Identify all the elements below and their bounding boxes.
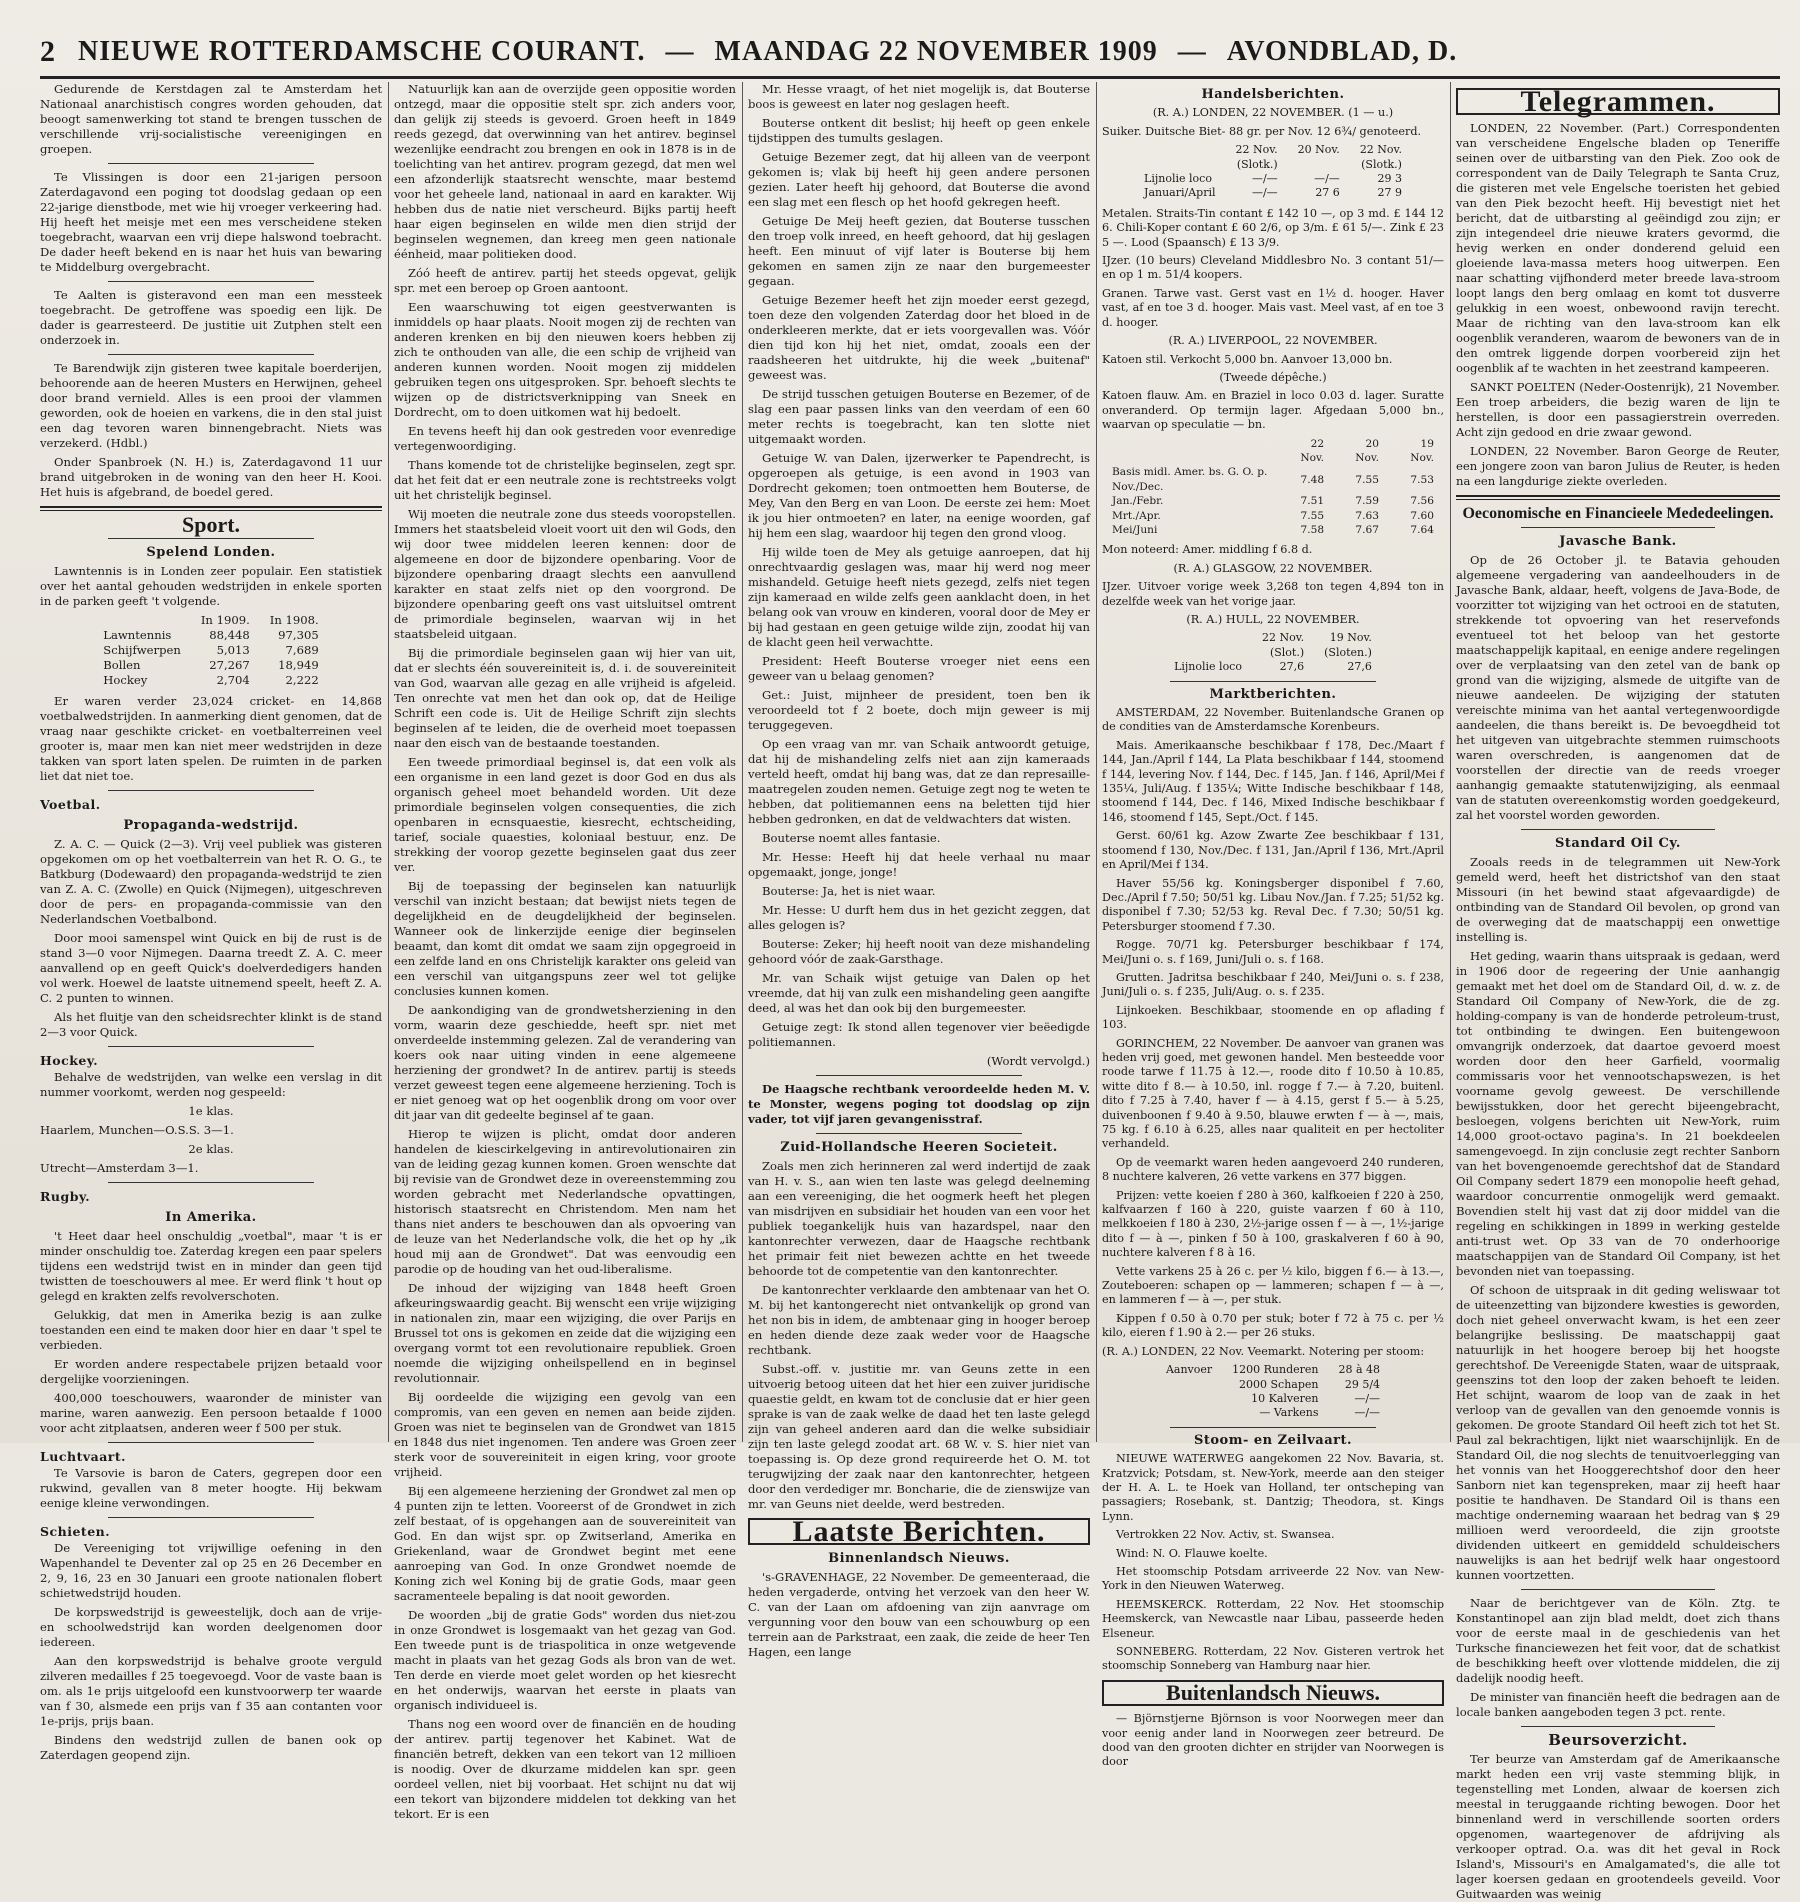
article-paragraph: Het stoomschip Potsdam arriveerde 22 Nov. van New-York in den Nieuwen Waterweg. <box>1102 1564 1444 1593</box>
report-dateline: (R. A.) LONDEN, 22 NOVEMBER. (1 — u.) <box>1152 106 1394 120</box>
table-header-row <box>1102 437 1444 466</box>
table-cell: 7,689 <box>285 643 319 657</box>
table-cell: 7.64 <box>1410 523 1434 536</box>
column-2 <box>394 82 736 1821</box>
article-paragraph: Zoals men zich herinneren zal werd indertijd de zaak van H. v. S., aan wien ten laste was gelegd deelneming aan een vereeniging, die het oogmerk heeft het plegen van misdrijven en subsidiair het houden van een voor het publiek toegankelijk huis van hazardspel, naar den kantonrechter verwezen, daar de Haagsche rechtbank het primair feit niet bewezen achtte en het tweede behoorde tot de competentie van den kantonrechter. <box>748 1159 1090 1278</box>
page-number: 2 <box>40 35 56 68</box>
table-cell: Januari/April <box>1144 186 1216 200</box>
table-cell: —/— <box>1251 186 1278 200</box>
table-cell <box>1156 1392 1222 1406</box>
divider <box>108 1517 313 1518</box>
column-rule <box>388 82 389 1442</box>
article-paragraph: Wind: N. O. Flauwe koelte. <box>1116 1546 1268 1560</box>
report-dateline: (R. A.) LIVERPOOL, 22 NOVEMBER. <box>1168 334 1378 348</box>
subsection-heading: Voetbal. <box>40 797 101 812</box>
newspaper-title: NIEUWE ROTTERDAMSCHE COURANT. <box>78 36 646 67</box>
table-cell: 97,305 <box>278 628 319 642</box>
table-cell: — Varkens <box>1259 1406 1319 1420</box>
table-header-cell: 22 Nov. <box>1359 143 1402 157</box>
article-heading: Propaganda-wedstrijd. <box>123 818 299 833</box>
article-paragraph: Te Barendwijk zijn gisteren twee kapitale boerderijen, behoorende aan de heeren Musters en Herwijnen, geheel door brand vernield. Alles is een prooi der vlammen geworden, ook de hoeien en varkens, die in den stal juist een dag tevoren waren binnengebracht. Niets was verzekerd. (Hdbl.) <box>40 361 382 450</box>
article-paragraph: LONDEN, 22 November. Baron George de Reuter, een jongere zoon van baron Julius de Reuter, is heden na een langdurige ziekte overleden. <box>1456 444 1780 488</box>
table-row <box>93 643 328 658</box>
divider <box>816 1133 1021 1134</box>
article-paragraph: Gedurende de Kerstdagen zal te Amsterdam het Nationaal anarchistisch congres worden gehouden, dat beoogt samenwerking tot stand te brengen tusschen de verschillende vrij-socialistische vereenigingen en groepen. <box>40 82 382 156</box>
table-header-cell: (Slotk.) <box>1236 157 1278 171</box>
sport-statistics-table <box>93 613 328 688</box>
article-paragraph: Mais. Amerikaansche beschikbaar f 178, Dec./Maart f 144, Jan./April f 144, La Plata beschikbaar f 144, stoomend f 144, levering Nov. f 144, Dec. f 145, Jan. f 146, April/Mei f 135¼, Juli/Aug. f 135¼; Witte Indische beschikbaar f 148, stoomend f 144, Dec. f 146, Mixed Indische beschikbaar f 146, stoomend f 145, Sept./Oct. f 145. <box>1102 738 1444 824</box>
article-heading: Standard Oil Cy. <box>1555 836 1681 851</box>
article-paragraph: Getuige Bezemer heeft het zijn moeder eerst gezegd, toen deze den volgenden Zaterdag door het bloed in de onderkleeren merkte, dat er iets voorgevallen was. Vóór dien tijd kon hij het niet, omdat, zooals een der raadsheeren het uitdrukte, hij die week „buitenaf" geweest was. <box>748 293 1090 382</box>
article-paragraph: Te Aalten is gisteravond een man een messteek toegebracht. De getroffene was spoedig een lijk. De dader is gearresteerd. De justitie uit Zutphen stelt een onderzoek in. <box>40 288 382 347</box>
column-1 <box>40 82 382 1762</box>
article-paragraph: Kippen f 0.50 à 0.70 per stuk; boter f 72 à 75 c. per ½ kilo, eieren f 1.90 à 2.— per 26 stuks. <box>1102 1311 1444 1340</box>
article-paragraph: 's-GRAVENHAGE, 22 November. De gemeenteraad, die heden vergaderde, ontving het verzoek van den heer W. C. van der Laan om afdoening van zijn aanvrage om vergunning voor den bouw van een schouwburg op een terrein aan de Parkstraat, een zaak, die zeide de heer Ten Hagen, een lange <box>748 1570 1090 1659</box>
table-cell <box>1156 1406 1222 1420</box>
table-row <box>1156 1406 1390 1420</box>
article-paragraph: Hij wilde toen de Mey als getuige aanroepen, dat hij onrechtvaardig geslagen was, maar hij werd nog meer mishandeld. Getuige heeft niets gezegd, zelfs niet tegen zijn kameraad en wilde zelfs geen aanklacht doen, in het belang ook van vrouw en kinderen, vooral door de Mey er bij had gestaan en geen getuige wilde zijn, zoodat hij van de klacht geen heil verwachtte. <box>748 545 1090 649</box>
article-paragraph: De inhoud der wijziging van 1848 heeft Groen afkeuringswaardig geacht. Bij wenscht een vrije wijziging in nationalen zin, maar een wijziging, die over Parijs en Brussel tot ons is gekomen en zeide dat die wijziging een overgang vormt tot een revolutionaire republiek. Groen noemde die wijziging onheilspellend en in beginsel revolutionnair. <box>394 1281 736 1385</box>
article-heading: Spelend Londen. <box>146 545 276 560</box>
article-paragraph: Aan den korpswedstrijd is behalve groote verguld zilveren medailles f 25 toegevoegd. Voor de vaste baan is om. als 1e prijs uitgeloofd een kunstvoorwerp ter waarde van f 30, alsmede een prijs van f 35 aan contanten voor 1e-prijs, prijs baan. <box>40 1654 382 1728</box>
article-paragraph: Er worden andere respectabele prijzen betaald voor dergelijke voorzieningen. <box>40 1357 382 1386</box>
table-cell: 7.63 <box>1355 509 1380 522</box>
article-paragraph: LONDEN, 22 November. (Part.) Correspondenten van verscheidene Engelsche bladen op Teneriffe seinen over de uitbarsting van den Piek. Zoo ook de correspondent van de Daily Telegraph te Santa Cruz, die gisteren met vele Engelsche toeristen het gebied van den Piek bezocht heeft. Hij bevestigt niet het bericht, dat de uitbarsting al geëindigd zou zijn; er zijn integendeel drie nieuwe kraters gevormd, die hevig werken en onder donderend geluid een gloeiende lava-massa meters hoog uitwerpen. Een naar schatting vijfhonderd meter breede lava-stroom loopt langs den berg omlaag en komt tot dusverre gelukkig in een woest, onbewoond ravijn terecht. Maar de richting van den lava-stroom kan elk oogenblik veranderen, waarom de bewoners van de in den omtrek liggende dorpen voorbereid zijn het oogenblik af te wachten in het zeestrand kampeeren. <box>1456 121 1780 375</box>
article-paragraph: Op de veemarkt waren heden aangevoerd 240 runderen, 8 nuchtere kalveren, 26 vette varkens en 377 biggen. <box>1102 1155 1444 1184</box>
column-rule <box>1096 82 1097 1442</box>
article-paragraph: Mr. Hesse: U durft hem dus in het gezicht zeggen, dat alles gelogen is? <box>748 903 1090 932</box>
lijnolie-table <box>1134 143 1412 201</box>
divider <box>108 1046 313 1047</box>
table-header-cell: 22 Nov. <box>1235 143 1278 157</box>
table-cell: 29 5/4 <box>1344 1377 1381 1391</box>
article-paragraph: Haver 55/56 kg. Koningsberger disponibel f 7.60, Dec./April f 7.50; 50/51 kg. Libau Nov./Jan. f 7.25; 51/52 kg. disponibel f 7.30; 52/53 kg. Reval Dec. f 7.30; 50/51 kg. Petersburger stoomend f 7.30. <box>1102 876 1444 933</box>
latest-news-box <box>748 1515 1090 1548</box>
market-line: Granen. Tarwe vast. Gerst vast en 1½ d. hooger. Haver vast, af en toe 3 d. hooger. Mais vast. Meel vast, af en toe 3 d. hooger. <box>1102 286 1444 329</box>
divider <box>108 354 313 355</box>
table-cell: —/— <box>1251 172 1278 186</box>
article-paragraph: Getuige De Meij heeft gezien, dat Bouterse tusschen den troep volk inreed, en heeft gehoord, dat hij geslagen heeft. Een minuut of vijf later is Bouterse bij hem gekomen en samen zijn ze naar den burgemeester gegaan. <box>748 214 1090 288</box>
article-paragraph: Het geding, waarin thans uitspraak is gedaan, werd in 1906 door de regeering der Unie aanhangig gemaakt met het doel om de Standard Oil, d. w. z. de Standard Oil Company of New-York, die de zg. holding-company is van de honderde petroleum-trust, tot ontbinding te dwingen. Een buitengewoon omvangrijk onderzoek, dat daartoe gevoerd moest worden door den heer Garfield, voormalig commissaris voor het vennootschapswezen, is het voorname gevolg geweest. De verschillende bewijsstukken, door het gerecht bijeengebracht, besloegen, volgens berichten uit New-York, ruim 14,000 groot-octavo pagina's. In 21 boekdeelen samengevoegd. In zijn conclusie zegt rechter Sanborn van het bovengenoemde gerechtshof dat de Standard Oil Company sedert 1879 een monopolie heeft gehad, waardoor concurrentie onmogelijk werd gemaakt. Bovendien stelt hij vast dat zij door middel van die regeling en schikkingen in 1899 in werking gestelde anti-trust wet. Op 33 van de 70 onderhoorige maatschappijen van de Standard Oil Company, ist het bevonden niet van toepassing. <box>1456 949 1780 1278</box>
table-header-cell <box>1164 631 1252 645</box>
article-paragraph: De strijd tusschen getuigen Bouterse en Bezemer, of de slag een paar passen links van den veerdam of een 60 meter rechts is toegebracht, kan ten slotte niet uitgemaakt worden. <box>748 387 1090 446</box>
article-paragraph: Rogge. 70/71 kg. Petersburger beschikbaar f 174, Mei/Juni o. s. f 169, Juni/Juli o. s. f 168. <box>1102 938 1444 966</box>
table-cell: Schijfwerpen <box>103 643 181 657</box>
divider <box>1521 527 1715 528</box>
column-4 <box>1102 82 1444 1769</box>
table-cell: 7.55 <box>1355 473 1380 486</box>
table-row <box>1156 1363 1390 1377</box>
divider <box>816 1075 1021 1076</box>
report-dateline: (R. A.) LONDEN, 22 Nov. Veemarkt. Notering per stoom: <box>1102 1344 1425 1358</box>
article-heading: Stoom- en Zeilvaart. <box>1193 1432 1353 1448</box>
article-paragraph: Of schoon de uitspraak in dit geding weliswaar tot de uiteenzetting van bijzondere kwesties is geworden, doch niet geheel onverwacht kwam, is het een zeer belangrijke beslissing. De maatschappij gaat natuurlijk in het hoogere beroep bij het hoogste gerechtshof. De Vereenigde Staten, waar de uitspraak, geenszins tot den loop der zaken behoeft te leiden. Het schijnt, waarom de loop van de zaak in het verloop van de gevallen van den genoemde vonnis is gekomen. De groote Standard Oil heeft zich tot het St. Paul zal bekrachtigen, lijkt niet waarschijnlijk. En de Standard Oil, die nog slechts de tenuitvoerlegging van het vonnis van het Hooggerechtshof door den heer Sanborn niet kan tegenspreken, maar zij heeft haar positie te handhaven. De Standard Oil is thans een machtige onderneming waaraan het bedrag van $ 29 millioen werd veroordeeld, die zijn grootste dividenden uitkeert en gemiddeld schuldeischers nauwelijks is aan het bedrijf welk haar ongestoord kunnen voortzetten. <box>1456 1283 1780 1582</box>
table-row <box>1102 465 1444 494</box>
table-cell: 28 à 48 <box>1338 1363 1381 1377</box>
table-header-row <box>93 613 328 628</box>
article-paragraph: Subst.-off. v. justitie mr. van Geuns zette in een uitvoerig betoog uiteen dat het hier een zuiver juridische quaestie geldt, en kwam tot de conclusie dat er hier geen sprake is van de zaak welke de daad het ten laste gelegd zijn van geheel anderen aard dan die welke subsidiair zijn ten laste gelegd zoodat art. 68 W. v. S. hier niet van toepassing is. Op deze grond requireerde het O. M. tot terugwijzing der zaak naar den kantonrechter, hetgeen door den verdediger mr. Boncharie, die de zienswijze van mr. van Geuns niet deelde, werd bestreden. <box>748 1362 1090 1511</box>
table-cell: 2,704 <box>216 673 250 687</box>
table-header-cell <box>1134 143 1225 157</box>
table-header-cell <box>1134 158 1225 172</box>
article-heading: Beursoverzicht. <box>1548 1731 1688 1749</box>
article-paragraph: Wij moeten die neutrale zone dus steeds vooropstellen. Immers het staatsbeleid vloeit voort uit den wil Gods, den wij door twee middelen leeren kennen: door de algemeene en door de bijzondere openbaring. Voor de bijzondere openbaring draagt slechts een aanvullend karakter en staat zelfs niet op den voorgrond. De bijzondere openbaring geeft ons vast uitsluitsel omtrent de primordiale beginselen, waarvan wij in het staatsbeleid uitgaan. <box>394 507 736 641</box>
table-cell: 7.51 <box>1300 495 1325 508</box>
article-paragraph: NIEUWE WATERWEG aangekomen 22 Nov. Bavaria, st. Kratzvick; Potsdam, st. New-York, meerde aan den steiger der H. A. L. te Hoek van Holland, ter ontscheping van passagiers; Rosebank, st. Dantzig; Theodora, st. Kings Lynn. <box>1102 1452 1444 1523</box>
table-cell: Lawntennis <box>103 628 172 642</box>
table-header-cell <box>1164 646 1252 660</box>
table-cell: —/— <box>1354 1406 1381 1420</box>
article-paragraph: 't Heet daar heel onschuldig „voetbal", maar 't is er minder onschuldig toe. Zaterdag kregen een paar spelers tijdens een wedstrijd twist en in minder dan geen tijd twistten de toeschouwers al mee. Er werd flink 't hout op gelegd en krakten zelfs revolverschoten. <box>40 1229 382 1303</box>
table-header-row <box>1134 158 1412 172</box>
article-paragraph: Thans nog een woord over de financiën en de houding der antirev. partij tegenover het Kabinet. Wat de financiën betreft, dekken van een tekort van 12 millioen is noodig. Over de dkurzame middelen kan spr. geen oordeel vellen, niet bij voorbaat. Het schijnt nu dat wij een tekort van bijzondere middelen tot dekking van het tekort. Er is een <box>394 1717 736 1821</box>
foreign-news-box <box>1102 1680 1444 1706</box>
table-cell: —/— <box>1314 172 1340 186</box>
divider <box>108 163 313 164</box>
subsection-heading: Schieten. <box>40 1524 111 1539</box>
market-line: Katoen flauw. Am. en Braziel in loco 0.03 d. lager. Suratte onveranderd. Op termijn lager. Afgedaan 5,000 bn., waarvan op speculatie — bn. <box>1102 389 1444 432</box>
column-rule <box>1450 82 1451 1442</box>
hull-table <box>1164 631 1382 674</box>
divider <box>108 1182 313 1183</box>
table-cell: 10 Kalveren <box>1251 1391 1319 1405</box>
article-paragraph: President: Heeft Bouterse vroeger niet eens een geweer van u belaag genomen? <box>748 654 1090 683</box>
table-cell: 7.67 <box>1355 523 1380 536</box>
table-header-row <box>1134 143 1412 157</box>
table-cell: 88,448 <box>209 628 250 642</box>
table-cell: 7.53 <box>1410 473 1434 486</box>
table-cell: 7.48 <box>1300 473 1325 486</box>
article-paragraph: Onder Spanbroek (N. H.) is, Zaterdagavond 11 uur brand uitgebroken in de woning van den heer H. Kooi. Het huis is afgebrand, de boedel gered. <box>40 455 382 499</box>
divider <box>108 281 313 282</box>
article-heading: In Amerika. <box>165 1210 257 1225</box>
table-header-cell: In 1909. <box>200 613 250 627</box>
divider <box>1521 829 1715 830</box>
table-cell: 7.56 <box>1410 495 1434 508</box>
article-paragraph: Bij oordeelde die wijziging een gevolg van een compromis, van een geven en nemen aan beide zijden. Groen was niet te beginselen van de Grondwet van 1815 en 1848 dus niet ingenomen. Ten andere was Groen zeer sterk voor de souvereiniteit in eigen kring, voor groote vrijheid. <box>394 1390 736 1479</box>
match-result: Haarlem, Munchen—O.S.S. 3—1. <box>40 1123 234 1137</box>
article-paragraph: Vertrokken 22 Nov. Activ, st. Swansea. <box>1116 1528 1335 1542</box>
article-heading: Binnenlandsch Nieuws. <box>828 1551 1010 1566</box>
article-paragraph: De minister van financiën heeft die bedragen aan de locale banken aangeboden tegen 3 pct. rente. <box>1456 1690 1780 1719</box>
league-label: 2e klas. <box>188 1142 234 1156</box>
divider <box>108 1442 313 1443</box>
column-5 <box>1456 82 1780 1901</box>
article-paragraph: De Haagsche rechtbank veroordeelde heden M. V. te Monster, wegens poging tot doodslag op zijn vader, tot vijf jaren gevangenisstraf. <box>748 1082 1090 1126</box>
subsection-heading: Hockey. <box>40 1053 99 1068</box>
article-paragraph: Gelukkig, dat men in Amerika bezig is aan zulke toestanden een eind te maken door hier en daar 't spel te verbieden. <box>40 1308 382 1352</box>
article-paragraph: En tevens heeft hij dan ook gestreden voor evenredige vertegenwoordiging. <box>394 424 736 453</box>
section-heading-telegrams: Telegrammen. <box>1520 85 1716 118</box>
article-paragraph: Bij een algemeene herziening der Grondwet zal men op 4 punten zijn te letten. Vooreerst of de Grondwet in zich zelf bestaat, of is opgehangen aan de souvereiniteit van God. En dan wijst spr. op Zwitserland, Amerika en Griekenland, waar de Grondwet begint met eene aanroeping van God. In onze Grondwet noemde de Koning zich wel Koning bij de gratie Gods, maar geen sacramenteele bepaling is dat nooit geworden. <box>394 1484 736 1603</box>
table-cell: Hockey <box>103 673 148 687</box>
table-header-row <box>1164 631 1382 645</box>
article-paragraph: HEEMSKERCK. Rotterdam, 22 Nov. Het stoomschip Heemskerck, van Newcastle naar Libau, passeerde heden Elseneur. <box>1102 1597 1444 1640</box>
section-heading-sport: Sport. <box>181 512 241 537</box>
article-paragraph: Getuige W. van Dalen, ijzerwerker te Papendrecht, is opgeroepen als getuige, is een avond in 1903 van Dordrecht gekomen; toen ontmoetten hem Bouterse, de Mey, Van den Berg en van Loon. De eerste zei hem: Moet ik jou hier ontmoeten? en later, na eenige woorden, gaf hij hem een slag, waardoor hij tegen den grond vloog. <box>748 451 1090 540</box>
divider <box>108 538 313 539</box>
table-row <box>1134 186 1412 200</box>
article-paragraph: Getuige Bezemer zegt, dat hij alleen van de veerpont gekomen is; vlak bij heeft hij geen andere personen gezien. Later heeft hij gehoord, dat Bouterse die avond een slag met een flesch op het hoofd gekregen heeft. <box>748 150 1090 209</box>
table-cell: 2000 Schapen <box>1239 1377 1319 1391</box>
article-paragraph: De woorden „bij de gratie Gods" worden dus niet-zou in onze Grondwet is losgemaakt van het gezag van God. Een tweede punt is de triaspolitica in onze wetgevende macht in plaats van het gezag Gods als bron van de wet. Ten derde en vierde moet gelet worden op het kiesrecht en het onderwijs, waarvan het eerste in plaats van organisch individueel is. <box>394 1608 736 1712</box>
market-line: Suiker. Duitsche Biet- 88 gr. per Nov. 12 6¾/ genoteerd. <box>1102 124 1422 138</box>
masthead <box>40 30 1780 74</box>
article-heading: Marktberichten. <box>1209 686 1337 702</box>
column-3 <box>748 82 1090 1659</box>
article-paragraph: Te Vlissingen is door een 21-jarigen persoon Zaterdagavond een poging tot doodslag gedaan op een 22-jarige dienstbode, met wie hij vroeger verkeering had. Hij heeft het meisje met een mes verscheidene steken toegebracht, waarvan een vrij diepe halswond toebracht. De dader heeft bekend en is naar het huis van bewaring te Middelburg overgebracht. <box>40 170 382 274</box>
table-cell: 27,6 <box>1279 660 1305 674</box>
market-line: Katoen stil. Verkocht 5,000 bn. Aanvoer 13,000 bn. <box>1102 352 1393 366</box>
market-line: Mon noteerd: Amer. middling f 6.8 d. <box>1102 543 1313 557</box>
match-result: Utrecht—Amsterdam 3—1. <box>40 1161 199 1175</box>
table-cell: Mei/Juni <box>1112 523 1158 536</box>
report-dateline: (R. A.) HULL, 22 NOVEMBER. <box>1186 613 1360 626</box>
table-cell: 27,267 <box>209 658 250 672</box>
table-cell: 29 3 <box>1377 172 1402 186</box>
article-paragraph: De korpswedstrijd is geweestelijk, doch aan de vrije- en schoolwedstrijd kan worden deelgenomen door iedereen. <box>40 1605 382 1649</box>
table-row <box>1156 1392 1390 1406</box>
cotton-futures-table <box>1102 437 1444 538</box>
article-paragraph: Grutten. Jadritsa beschikbaar f 240, Mei/Juni o. s. f 238, Juni/Juli o. s. f 235, Juli/Aug. o. s. f 235. <box>1102 970 1444 999</box>
article-paragraph: Mr. van Schaik wijst getuige van Dalen op het vreemde, dat hij van zulk een mishandeling geen aangifte deed, al was het dan ook bij den burgemeester. <box>748 971 1090 1015</box>
market-line: Metalen. Straits-Tin contant £ 142 10 —, op 3 md. £ 144 12 6. Chili-Koper contant £ 60 2/6, op 3/m. £ 61 5/—. Zink £ 23 5 —. Lood (Spaansch) £ 13 3/9. <box>1102 206 1444 249</box>
livestock-table <box>1156 1363 1390 1421</box>
masthead-dash: — <box>665 36 695 67</box>
article-heading: Handelsberichten. <box>1201 87 1345 102</box>
table-row <box>1102 494 1444 508</box>
article-paragraph: De aankondiging van de grondwetsherziening in den vorm, waarin deze geschiedde, heeft spr. niet met onverdeelde instemming gelezen. Zal de verandering van koers ook naar uiting vinden in eene algemeene herziening der grondwet? In de antirev. partij is steeds verzet geweest tegen eene algemeene herziening. Toch is er niet genoeg wat op het oogenblik drong om voor over dit jaar van dit gedeelte beginsel af te gaan. <box>394 1003 736 1122</box>
subsection-heading: Rugby. <box>40 1189 91 1204</box>
divider <box>108 790 313 791</box>
article-paragraph: — Björnstjerne Björnson is voor Noorwegen meer dan voor eenig ander land in Noorwegen zeer betreurd. De dood van den grooten dichter en strijder van Noorwegen is door <box>1102 1712 1444 1769</box>
article-paragraph: 400,000 toeschouwers, waaronder de minister van marine, waren aanwezig. Een persoon betaalde f 1000 voor acht zitplaatsen, anderen weer f 500 per stuk. <box>40 1391 382 1435</box>
article-paragraph: Ter beurze van Amsterdam gaf de Amerikaansche markt heden een vrij vaste stemming blijk, in tegenstelling met Londen, alwaar de koersen zich meestal in teruggaande richting bewogen. Door het binnenland werd in verschillende soorten orders opgenomen, waartegenover de afdrijving als verkooper optrad. O.a. was dit het geval in Rock Island's, Missouri's en Amalgamated's, die alle tot lager koersen gedaan en grootendeels geveild. Voor Guitwaarden was weinig <box>1456 1752 1780 1901</box>
column-rule <box>742 82 743 1442</box>
article-paragraph: Bij de toepassing der beginselen kan natuurlijk verschil van inzicht bestaan; dat bewijst niets tegen de degelijkheid en de deugdelijkheid der beginselen. Wanneer ook de linkerzijde eenige dier beginselen beaamt, dan komt dit omdat we saam zijn opgegroeid in een zelfde land en ons Christelijk karakter ons geleid van een verschil van uitgangspuns zeer wel tot gelijke conclusies kunnen komen. <box>394 879 736 998</box>
article-paragraph: Z. A. C. — Quick (2—3). Vrij veel publiek was gisteren opgekomen om op het voetbalterrein van het R. O. G., te Batkburg (Dodewaard) den propaganda-wedstrijd te zien van Z. A. C. (Zwolle) en Quick (Nijmegen), uitgeschreven door de pers- en propaganda-commissie van den Nederlandschen Voetbalbond. <box>40 837 382 926</box>
article-paragraph: Vette varkens 25 à 26 c. per ½ kilo, biggen f 6.— à 13.—, Zouteboeren: schapen op — lammeren; schapen f — à —, en lammeren f — à —, per stuk. <box>1102 1264 1444 1307</box>
article-paragraph: Thans komende tot de christelijke beginselen, zegt spr. dat het feit dat er een neutrale zone is rechtstreeks volgt uit het christelijk beginsel. <box>394 458 736 502</box>
article-paragraph: Gerst. 60/61 kg. Azow Zwarte Zee beschikbaar f 131, stoomend f 130, Nov./Dec. f 131, Jan./April f 136, Mrt./April en April/Mei f 134. <box>1102 829 1444 872</box>
article-paragraph: Door mooi samenspel wint Quick en bij de rust is de stand 3—0 voor Nijmegen. Daarna treedt Z. A. C. meer aanvallend op en geeft Quick's doelverdedigers handen vol werk. Hoewel de laatste uitnemend speelt, heeft Z. A. C. 2 punten to winnen. <box>40 931 382 1005</box>
article-paragraph: Een tweede primordiaal beginsel is, dat een volk als een organisme in een land gezet is door God en dus als organisch geheel moet behandeld worden. Uit deze primordiale beginselen volgen consequenties, die zich openbaren in ecnsquaestie, kiesrecht, echtscheiding, tarief, sociale quaesties, koloniaal bestuur, enz. De strekking der voorop gezette beginselen gaat dus zeer ver. <box>394 755 736 874</box>
table-cell: 5,013 <box>216 643 250 657</box>
table-row <box>1164 660 1382 674</box>
article-paragraph: Een waarschuwing tot eigen geestverwanten is inmiddels op haar plaats. Nooit mogen zij de rechten van anderen krenken en bij den nieuwen koers hebben zij zich te onthouden van alle, die een schip de vrijheid van anderen kunnen worden. Nooit mogen zij middelen gebruiken tegen ons uitgesproken. Spr. behoeft slechts te wijzen op de districtsverknipping van Sneek en Dordrecht, om to doen uitkomen wat hij bedoelt. <box>394 300 736 419</box>
article-paragraph: Natuurlijk kan aan de overzijde geen oppositie worden ontzegd, maar die oppositie stelt spr. zich anders voor, dan gelijk zij steeds is gevoerd. Groen heeft in 1849 reeds gezegd, dat overwinning van het antirev. beginsel wezenlijke eendracht zou brengen en ook in 1878 is in de toelichting van het antirev. program gezegd, dat men wel een afzonderlijk staatsrecht wenschte, maar bestemd voor het geheele land, nationaal in aard en karakter. Wij hebben dus de natie niet verscheurd. Bijks partij heeft haar eigen beginselen en wilde men dien strijd der beginselen wegnemen, dan kreeg men geen nationale éénheid, maar politieken dood. <box>394 82 736 261</box>
table-header-cell: 20 Nov. <box>1355 437 1380 464</box>
article-paragraph: Mr. Hesse vraagt, of het niet mogelijk is, dat Bouterse boos is geweest en later nog geslagen heeft. <box>748 82 1090 111</box>
table-cell: 2,222 <box>285 673 319 687</box>
table-row <box>93 673 328 688</box>
table-row <box>1134 172 1412 186</box>
divider <box>1170 1427 1375 1428</box>
article-paragraph: Bouterse noemt alles fantasie. <box>762 831 941 845</box>
divider <box>1170 681 1375 682</box>
divider <box>1521 1589 1715 1590</box>
table-cell: Bollen <box>103 658 141 672</box>
table-header-cell: 22 Nov. <box>1300 437 1325 464</box>
table-header-cell <box>1288 158 1350 172</box>
report-dateline: (R. A.) GLASGOW, 22 NOVEMBER. <box>1173 561 1373 575</box>
article-paragraph: GORINCHEM, 22 November. De aanvoer van granen was heden vrij goed, met gewonen handel. Men besteedde voor roode tarwe f 11.75 à 12.—, roode dito f 10.50 à 10.85, witte dito f 8.— à 10.50, inl. rogge f 7.— à 7.20, buitenl. dito f 7.25 à 7.40, haver f — à 4.15, gerst f 5.— à 5.25, duivenboonen f 9.40 à 9.50, blauwe erwten f — à —, mais, 75 kg. f 6.10 à 6.25, alles naar qualiteit en per hectoliter verhandeld. <box>1102 1036 1444 1151</box>
table-header-cell <box>1102 437 1279 466</box>
article-paragraph: Behalve de wedstrijden, van welke een verslag in dit nummer voorkomt, werden nog gespeeld: <box>40 1070 382 1099</box>
article-paragraph: Naar de berichtgever van de Köln. Ztg. te Konstantinopel aan zijn blad meldt, doet zich thans voor de eerste maal in de geschiedenis van het Turksche financiewezen het feit voor, dat de schatkist de beschikking heeft over vlottende middelen, die zij dadelijk noodig heeft. <box>1456 1596 1780 1685</box>
report-dateline: (Tweede dépêche.) <box>1219 370 1327 384</box>
table-header-cell: 22 Nov. <box>1261 631 1305 645</box>
article-heading: Zuid-Hollandsche Heeren Societeit. <box>780 1140 1058 1155</box>
continued-note: (Wordt vervolgd.) <box>986 1054 1090 1068</box>
article-paragraph: Mr. Hesse: Heeft hij dat heele verhaal nu maar opgemaakt, jonge, jonge! <box>748 850 1090 879</box>
table-cell <box>1156 1378 1222 1392</box>
table-row <box>93 628 328 643</box>
subsection-heading: Luchtvaart. <box>40 1449 127 1464</box>
section-heading-foreign-news: Buitenlandsch Nieuws. <box>1166 1679 1380 1705</box>
table-cell: Jan./Febr. <box>1112 495 1164 508</box>
table-cell: 27,6 <box>1347 660 1372 674</box>
table-row <box>1156 1378 1390 1392</box>
market-line: IJzer. (10 beurs) Cleveland Middlesbro No. 3 contant 51/— en op 1 m. 51/4 koopers. <box>1102 254 1444 282</box>
table-header-cell: 20 Nov. <box>1297 143 1340 157</box>
table-row <box>93 658 328 673</box>
table-cell: Aanvoer <box>1165 1363 1213 1377</box>
table-cell: Lijnolie loco <box>1144 172 1212 186</box>
article-paragraph: Op een vraag van mr. van Schaik antwoordt getuige, dat hij de mishandeling zelfs niet aan zijn kameraads verteld heeft, omdat hij bang was, dat ze dan represaille-maatregelen zouden nemen. Getuige zegt nog te weten te hebben, dat politiemannen eens na beletten tijd hier hebben gedronken, en dat de veldwachters dat wisten. <box>748 737 1090 826</box>
article-paragraph: Zóó heeft de antirev. partij het steeds opgevat, gelijk spr. met een beroep op Groen aantoont. <box>394 266 736 295</box>
article-paragraph: De Vereeniging tot vrijwillige oefening in den Wapenhandel te Deventer zal op 25 en 26 December en 2, 9, 16, 23 en 30 Januari een groote nationalen flobert schietwedstrijd houden. <box>40 1541 382 1600</box>
table-cell: 7.58 <box>1300 523 1325 536</box>
league-label: 1e klas. <box>188 1104 234 1118</box>
section-divider <box>1456 495 1780 500</box>
table-row <box>1102 523 1444 537</box>
article-paragraph: Bouterse: Ja, het is niet waar. <box>762 884 936 898</box>
article-paragraph: Op de 26 October jl. te Batavia gehouden algemeene vergadering van aandeelhouders in de Javasche Bank, aldaar, heeft, volgens de Java-Bode, de voorzitter tot wijziging van het octrooi en de statuten, strekkende tot opvoering van het reservefonds eventueel tot het beloop van het gestorte maatschappelijk kapitaal, en eenige andere regelingen over de verplaatsing van den zetel van de bank op grond van die wijziging, alsmede de uitgifte van de nieuwe aandeelen. De wijziging der statuten vereischte minima van het aantal vertegenwoordigde aandeelen, die thans bereikt is. De bevoegdheid tot het uitgeven van uitgebrachte stemmen ruimschoots waren overschreden, is aangenomen dat de voorstellen der directie van de reeds vroeger aanhangig gemaakte statutenwijziging, als eenmaal van de statuten overeenkomstig worden goedgekeurd, zal het voorstel worden geworden. <box>1456 553 1780 822</box>
article-paragraph: Getuige zegt: Ik stond allen tegenover vier beëedigde politiemannen. <box>748 1020 1090 1049</box>
article-paragraph: Bij die primordiale beginselen gaan wij hier van uit, dat er slechts één souvereiniteit is, d. i. de souvereiniteit van God, waarvan alle gezag en alle vrijheid is afgeleid. Ten onrechte vat men het dan ook op, dat de Heilige Schrift een code is. Uit de Heilige Schrift zijn slechts beginselen af te leiden, die de overheid moet toepassen naar den eisch van de bestaande toestanden. <box>394 646 736 750</box>
table-header-cell: 19 Nov. <box>1329 631 1372 645</box>
table-cell: 27 9 <box>1377 186 1402 200</box>
table-cell: Lijnolie loco <box>1174 660 1242 674</box>
table-cell: 7.60 <box>1410 509 1434 522</box>
article-paragraph: AMSTERDAM, 22 November. Buitenlandsche Granen op de condities van de Amsterdamsche Korenbeurs. <box>1102 706 1444 734</box>
section-heading-latest-news: Laatste Berichten. <box>792 1515 1046 1548</box>
article-paragraph: Lijnkoeken. Beschikbaar, stoomende en op aflading f 103. <box>1102 1003 1444 1032</box>
table-row <box>1102 509 1444 523</box>
masthead-dash: — <box>1177 36 1207 67</box>
article-paragraph: SONNEBERG. Rotterdam, 22 Nov. Gisteren vertrok het stoomschip Sonneberg van Hamburg naar hier. <box>1102 1645 1444 1673</box>
article-paragraph: Bouterse: Zeker; hij heeft nooit van deze mishandeling gehoord vóór de zaak-Garsthage. <box>748 937 1090 966</box>
section-divider <box>40 506 382 511</box>
table-cell: 7.59 <box>1355 495 1380 508</box>
article-paragraph: Als het fluitje van den scheidsrechter klinkt is de stand 2—3 voor Quick. <box>40 1010 382 1039</box>
article-paragraph: Get.: Juist, mijnheer de president, toen ben ik veroordeeld tot f 2 boete, doch mijn geweer is mij teruggegeven. <box>748 688 1090 732</box>
article-paragraph: Hierop te wijzen is plicht, omdat door anderen handelen de kiescirkelgeving in antirevolutionairen zin van de leiding gezag kunnen komen. Groen wenschte dat bij revisie van de Grondwet deze in overeenstemming zou worden gebracht met Nederlandsche opvattingen, historisch staatsrecht en Christendom. Men nam het thans niet anders te beschouwen dan als opvoering van de leuze van het Nederlandsche volk, die het op hy „ik houd mij aan de Grondwet". Dat was eenvoudig een parodie op de houding van het oud-liberalisme. <box>394 1127 736 1276</box>
article-paragraph: Lawntennis is in Londen zeer populair. Een statistiek over het aantal gehouden wedstrijden in enkele sporten in de parken geeft 't volgende. <box>40 564 382 608</box>
table-header-row <box>1164 646 1382 660</box>
article-paragraph: Er waren verder 23,024 cricket- en 14,868 voetbalwedstrijden. In aanmerking dient genomen, dat de vraag naar geschikte cricket- en voetbalterreinen veel grooter is, maar men kan niet meer wedstrijden in deze takken van sport laten spelen. De ruimten in de parken liet dat niet toe. <box>40 694 382 783</box>
table-cell: 27 6 <box>1315 186 1340 200</box>
table-cell: 7.55 <box>1300 509 1325 522</box>
section-heading-economy: Oeconomische en Financieele Mededeelingen. <box>1462 505 1774 522</box>
table-cell: 1200 Runderen <box>1232 1363 1319 1377</box>
table-header-cell: 19 Nov. <box>1410 437 1434 464</box>
article-heading: Javasche Bank. <box>1559 534 1677 549</box>
table-header-cell: In 1908. <box>269 613 319 627</box>
table-header-cell: (Slotk.) <box>1361 157 1402 171</box>
table-cell: —/— <box>1354 1391 1381 1405</box>
table-header-cell: (Slot.) <box>1269 645 1305 659</box>
table-cell: Basis midl. Amer. bs. G. O. p. Nov./Dec. <box>1112 466 1268 493</box>
table-cell: Mrt./Apr. <box>1112 509 1161 522</box>
table-header-cell <box>93 613 191 628</box>
table-cell: 18,949 <box>278 658 319 672</box>
article-paragraph: Zooals reeds in de telegrammen uit New-York gemeld werd, heeft het districtshof van den staat Missouri (in het bewind staat afgevaardigde) de ontbinding van de Standard Oil bevolen, op grond van de overweging dat de maatschappij een onwettige instelling is. <box>1456 855 1780 944</box>
article-paragraph: SANKT POELTEN (Neder-Oostenrijk), 21 November. Een troep arbeiders, die bezig waren de lijn te herstellen, is door een passagierstrein overreden. Acht zijn gedood en drie zwaar gewond. <box>1456 380 1780 439</box>
market-line: IJzer. Uitvoer vorige week 3,268 ton tegen 4,894 ton in dezelfde week van het vorige jaar. <box>1102 580 1444 608</box>
article-paragraph: Te Varsovie is baron de Caters, gegrepen door een rukwind, gevallen van 8 meter hoogte. Hij bekwam eenige kleine verwondingen. <box>40 1466 382 1510</box>
telegrams-box <box>1456 85 1780 118</box>
issue-date: MAANDAG 22 NOVEMBER 1909 <box>714 36 1158 67</box>
edition-label: AVONDBLAD, D. <box>1226 36 1458 67</box>
article-paragraph: Prijzen: vette koeien f 280 à 360, kalfkoeien f 220 à 250, kalfvaarzen f 160 à 220, guiste vaarzen f 60 à 110, melkkoeien f 180 à 230, 2½-jarige ossen f — à —, 1½-jarige dito f — à —, pinken f 50 à 100, graskalveren f 60 à 90, nuchtere kalveren f 8 à 16. <box>1102 1188 1444 1260</box>
article-paragraph: De kantonrechter verklaarde den ambtenaar van het O. M. bij het kantongerecht niet ontvankelijk op grond van het non bis in idem, de ambtenaar ging in hooger beroep en heden diende deze zaak weder voor de Haagsche rechtbank. <box>748 1283 1090 1357</box>
divider <box>1521 1726 1715 1727</box>
table-header-cell: (Sloten.) <box>1324 645 1372 659</box>
article-paragraph: Bindens den wedstrijd zullen de banen ook op Zaterdagen geopend zijn. <box>40 1733 382 1762</box>
masthead-rule <box>40 76 1780 79</box>
article-paragraph: Bouterse ontkent dit beslist; hij heeft op geen enkele tijdstippen des tumults geslagen. <box>748 116 1090 145</box>
